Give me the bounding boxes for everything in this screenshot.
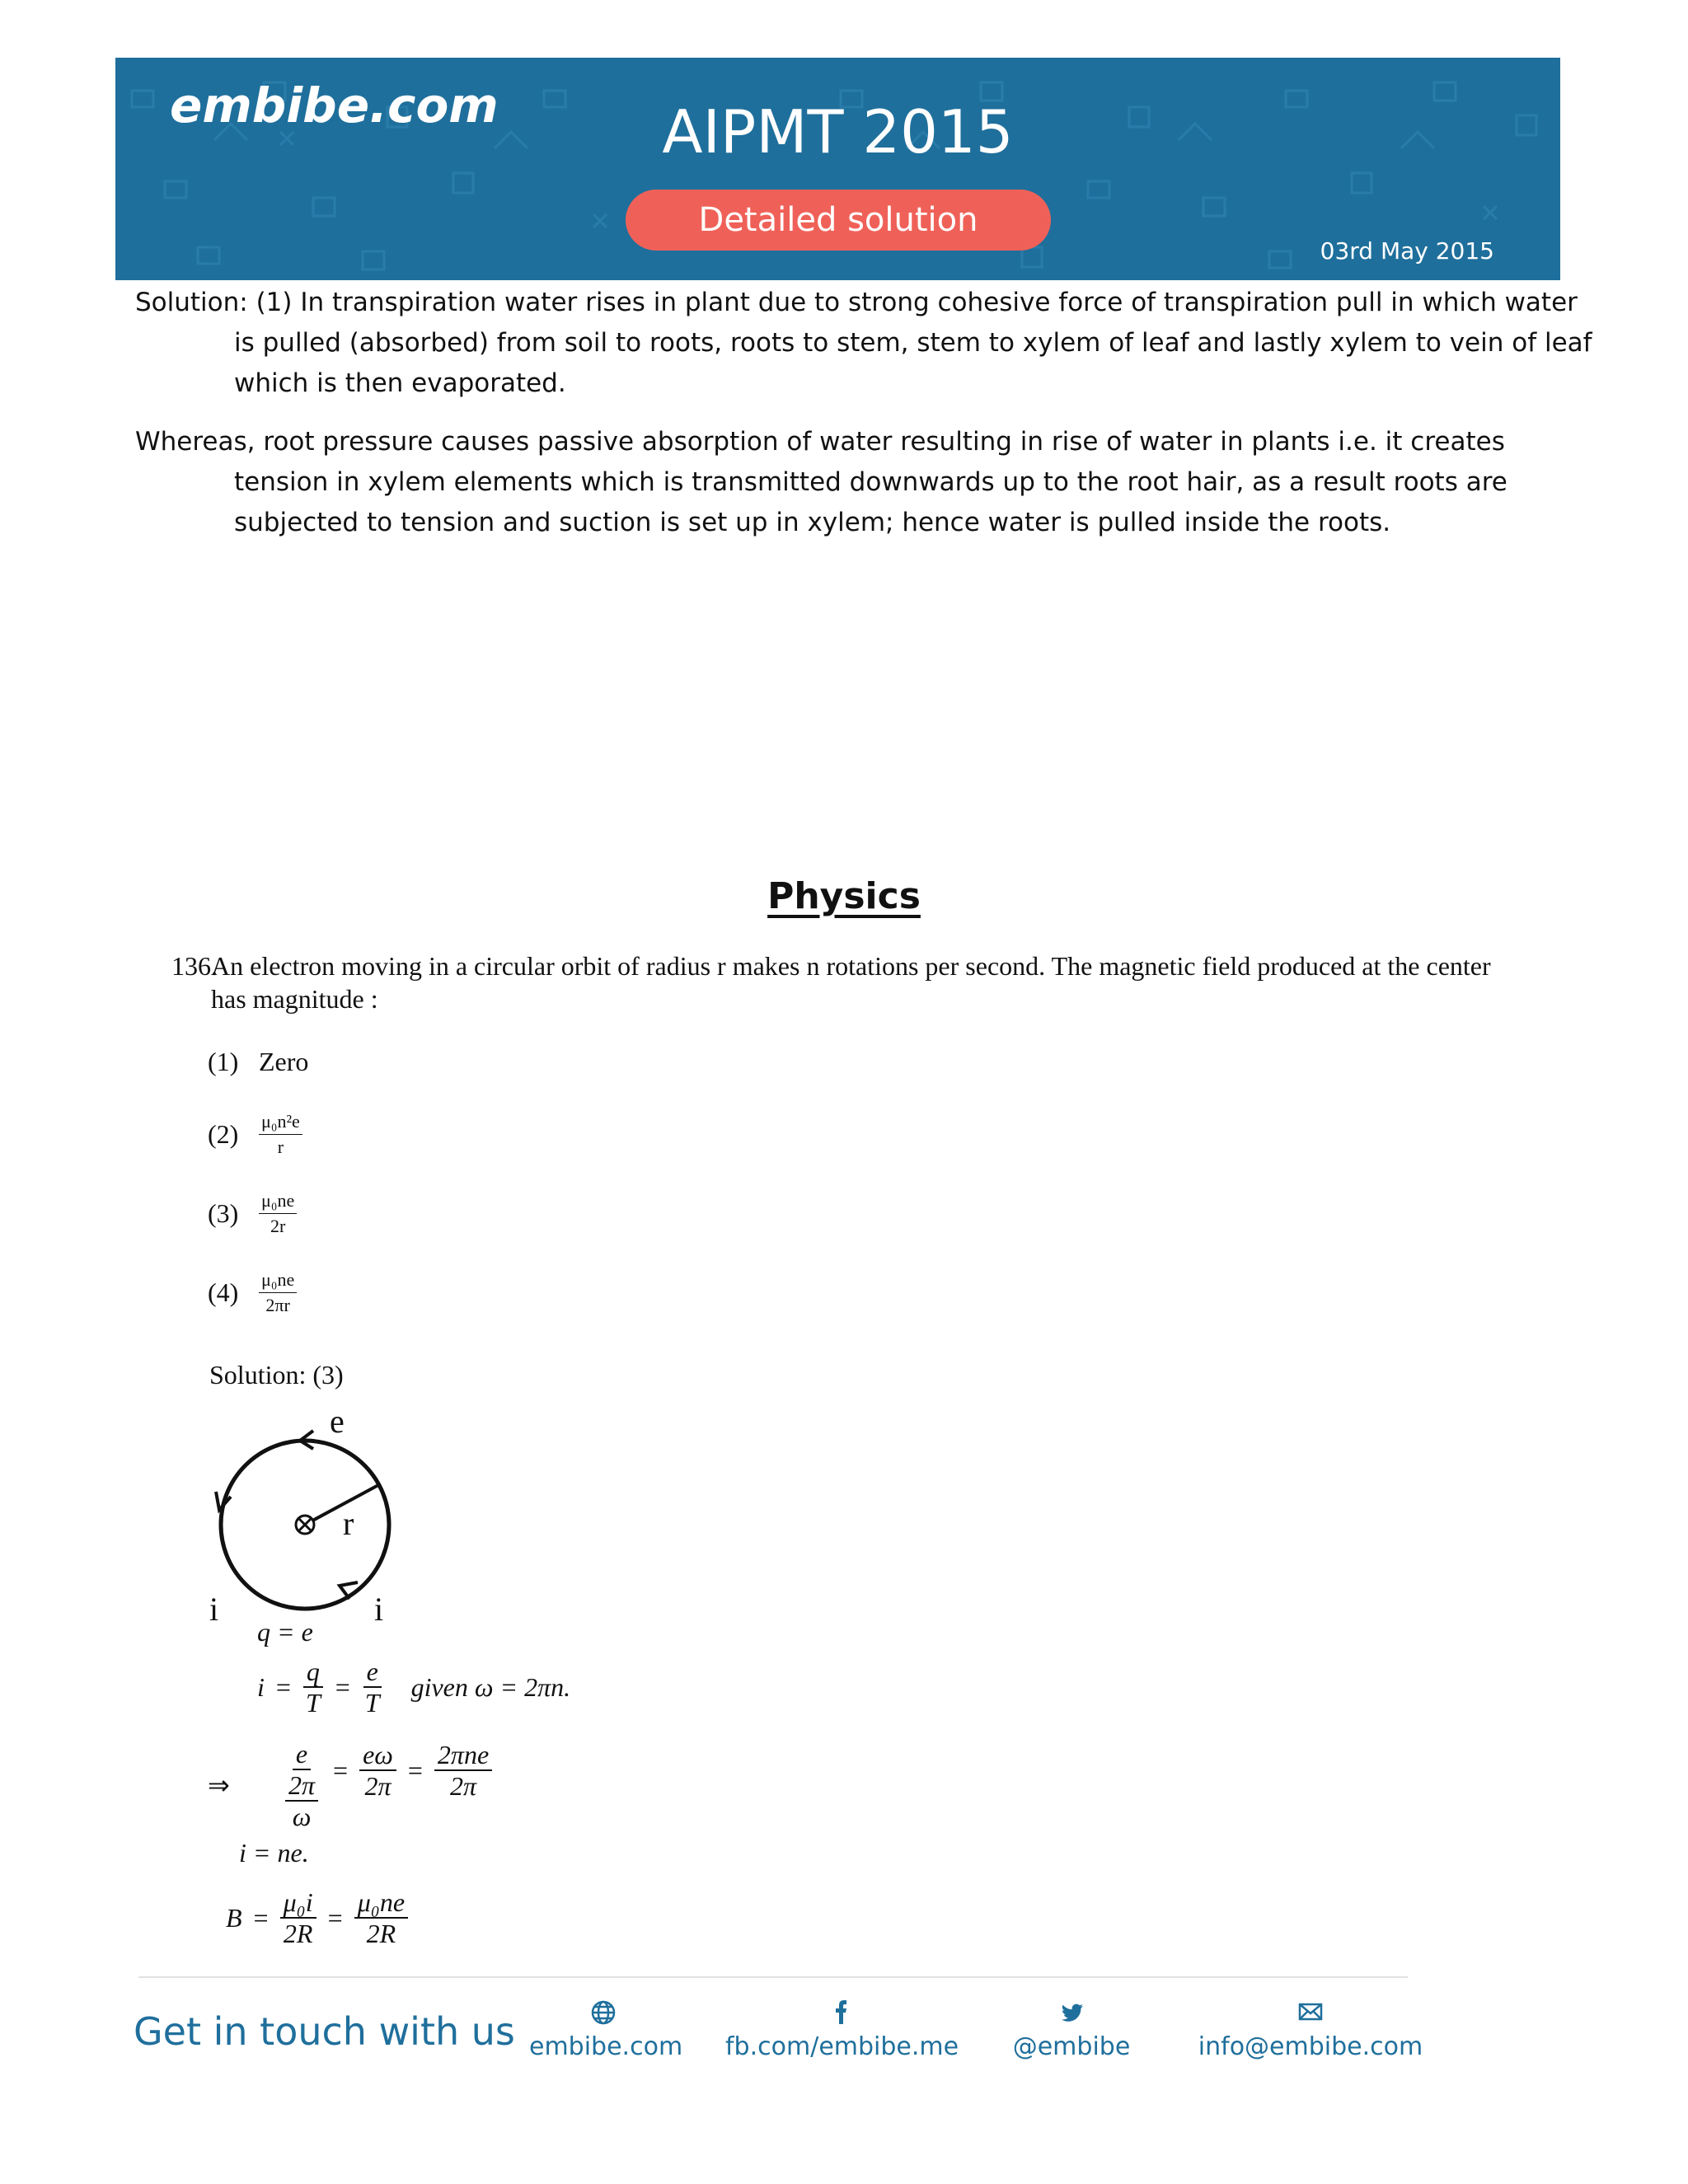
fraction	[282, 1739, 321, 1831]
solution-line: which is then evaporated.	[234, 368, 566, 398]
footer-link-text: info@embibe.com	[1198, 2032, 1423, 2061]
exam-date: 03rd May 2015	[1320, 237, 1494, 265]
given-condition: given ω = 2πn.	[410, 1671, 571, 1702]
label-i-left: i	[209, 1591, 219, 1624]
fraction-denominator: 2R	[283, 1919, 313, 1948]
fraction-denominator: 2π	[450, 1771, 477, 1801]
footer-link-twitter[interactable]	[1010, 1994, 1133, 2061]
question-text: An electron moving in a circular orbit of radius r makes n rotations per second. The magnetic field produced at the center	[211, 951, 1491, 981]
eq-lhs: B	[226, 1902, 242, 1933]
fraction-denominator: T	[305, 1688, 321, 1718]
inner-numerator: 2π	[285, 1770, 318, 1802]
fraction-numerator: μ₀ne	[259, 1190, 297, 1214]
equals-sign: =	[335, 1671, 350, 1702]
fraction-numerator: μ₀ne	[354, 1887, 408, 1919]
question-136	[171, 949, 1556, 1015]
equals-sign: =	[275, 1671, 291, 1702]
option-fraction	[259, 1190, 297, 1237]
option-4	[208, 1269, 297, 1316]
equation-i-ne: i = ne.	[239, 1838, 309, 1868]
footer-link-text: embibe.com	[529, 2032, 683, 2061]
radius-line	[305, 1485, 378, 1525]
option-fraction	[259, 1269, 297, 1316]
brand-logo: embibe.com	[170, 77, 499, 134]
question-text: has magnitude :	[211, 984, 378, 1014]
footer-link-email[interactable]	[1195, 1994, 1426, 2061]
whereas-line: subjected to tension and suction is set up in xylem; hence water is pulled inside the roots.	[234, 508, 1391, 537]
globe-icon	[529, 1994, 678, 2027]
fraction-denominator: 2R	[366, 1919, 396, 1948]
option-label: (4)	[208, 1277, 239, 1307]
fraction-denominator: T	[364, 1688, 380, 1718]
fraction-numerator: μ₀n²e	[259, 1111, 302, 1135]
fraction-numerator: 2πne	[434, 1740, 492, 1771]
equals-sign: =	[333, 1755, 349, 1785]
fraction	[280, 1887, 316, 1948]
mail-icon	[1195, 1994, 1426, 2027]
equals-sign: =	[407, 1755, 423, 1785]
fraction-numerator: q	[303, 1657, 323, 1688]
fraction-numerator: μ₀ne	[259, 1269, 297, 1293]
option-label: (3)	[208, 1198, 239, 1228]
option-1	[208, 1047, 308, 1077]
option-fraction	[259, 1111, 302, 1158]
whereas-line: Whereas, root pressure causes passive absorption of water resulting in rise of water in plants i.e. it creates	[135, 427, 1505, 457]
inner-denominator: ω	[292, 1802, 312, 1831]
footer-link-text: fb.com/embibe.me	[725, 2032, 959, 2061]
option-2	[208, 1111, 302, 1158]
solution-paragraph	[135, 283, 1592, 404]
fraction	[362, 1657, 383, 1718]
equation-q: q = e	[257, 1617, 313, 1647]
solution-line: is pulled (absorbed) from soil to roots, roots to stem, stem to xylem of leaf and lastly xylem to vein of leaf	[234, 328, 1592, 358]
fraction-numerator: e	[363, 1657, 382, 1688]
cross-into-page-icon	[296, 1516, 314, 1534]
option-label: (2)	[208, 1119, 239, 1149]
footer-divider	[138, 1976, 1408, 1978]
fraction	[359, 1740, 396, 1801]
fraction	[302, 1657, 324, 1718]
footer-link-facebook[interactable]	[725, 1994, 959, 2061]
whereas-paragraph	[135, 422, 1536, 543]
label-e: e	[330, 1409, 345, 1440]
fraction-numerator: μ₀i	[280, 1887, 316, 1919]
solution-line: Solution: (1) In transpiration water rises in plant due to strong cohesive force of transpiration pull in which water	[135, 288, 1578, 317]
fraction-denominator: 2πr	[265, 1295, 290, 1315]
equation-implies	[208, 1739, 492, 1831]
fraction-denominator: 2π	[364, 1771, 392, 1801]
option-label: (1)	[208, 1047, 239, 1076]
solution-label: Solution: (3)	[209, 1360, 344, 1390]
option-text: Zero	[259, 1047, 309, 1076]
equation-b-field	[226, 1887, 408, 1948]
fraction-denominator: 2r	[270, 1216, 286, 1236]
implies-symbol: ⇒	[208, 1770, 230, 1800]
fraction-denominator: r	[277, 1137, 284, 1157]
facebook-icon	[725, 1994, 948, 2027]
label-r: r	[343, 1505, 354, 1542]
exam-title: AIPMT 2015	[662, 97, 1014, 166]
footer-link-website[interactable]	[529, 1994, 683, 2061]
fraction-numerator: eω	[359, 1740, 396, 1771]
whereas-line: tension in xylem elements which is transmitted downwards up to the root hair, as a result roots are	[234, 467, 1507, 497]
equals-sign: =	[253, 1902, 269, 1933]
twitter-icon	[1010, 1994, 1133, 2027]
fraction-numerator: e	[293, 1739, 311, 1770]
option-3	[208, 1190, 297, 1237]
question-number: 136.	[171, 951, 218, 981]
section-heading-physics: Physics	[767, 875, 921, 917]
fraction-denominator	[282, 1770, 321, 1831]
detailed-solution-badge: Detailed solution	[626, 190, 1051, 251]
get-in-touch-heading: Get in touch with us	[134, 2009, 515, 2054]
eq-lhs: i	[257, 1671, 265, 1702]
equation-current	[257, 1657, 570, 1718]
circular-orbit-diagram	[198, 1409, 412, 1624]
fraction	[434, 1740, 492, 1801]
equals-sign: =	[327, 1902, 343, 1933]
header-banner	[115, 58, 1560, 280]
fraction	[354, 1887, 408, 1948]
footer-link-text: @embibe	[1012, 2032, 1131, 2061]
label-i-right: i	[374, 1591, 384, 1624]
